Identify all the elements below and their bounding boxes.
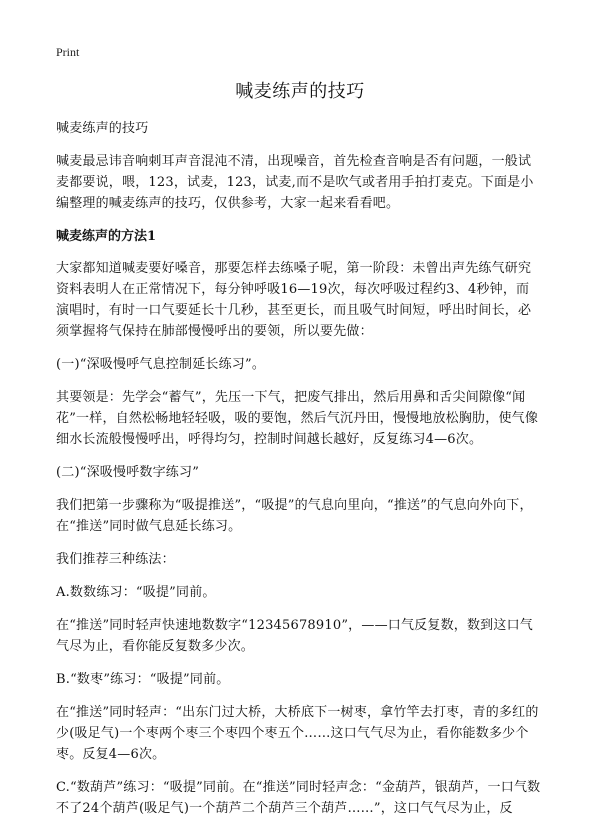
page-title: 喊麦练声的技巧	[235, 81, 365, 102]
method-a-body: 在“推送”同时轻声快速地数数字“12345678910”，——口气反复数，数到这口气气尽为止，看你能反复数多少次。	[56, 618, 533, 654]
article-subtitle: 喊麦练声的技巧	[56, 121, 149, 136]
methods-intro: 我们推荐三种练法：	[56, 552, 175, 567]
method-b-body: 在“推送”同时轻声：“出东门过大桥，大桥底下一树枣，拿竹竿去打枣，青的多红的少(吸足气)一个枣两个枣三个枣四个枣五个……这口气气尽为止，看你能数多少个枣。反复4—6次。	[56, 705, 539, 762]
method-a-title: A.数数练习：“吸提”同前。	[56, 585, 216, 600]
step1-title: (一)“深吸慢呼气息控制延长练习”。	[56, 357, 266, 372]
step1-body: 其要领是：先学会“蓄气”，先压一下气，把废气排出，然后用鼻和舌尖间隙像“闻花”一样，自然松畅地轻轻吸，吸的要饱，然后气沉丹田，慢慢地放松胸肋，使气像细水长流般慢慢呼出，呼得均匀，控制时间越长越好，反复练习4—6次。	[56, 390, 539, 447]
section-heading: 喊麦练声的方法1	[56, 229, 157, 244]
method-c-body: C.“数葫芦”练习：“吸提”同前。在“推送”同时轻声念：“金葫芦，银葫芦，一口气数不了24个葫芦(吸足气)一个葫芦二个葫芦三个葫芦……”，这口气气尽为止，反	[56, 780, 541, 816]
article-body	[56, 118, 542, 831]
step2-title: (二)“深吸慢呼数字练习”	[56, 465, 200, 480]
method-b-title: B.“数枣”练习：“吸提”同前。	[56, 672, 230, 687]
breath-paragraph: 大家都知道喊麦要好嗓音，那要怎样去练嗓子呢，第一阶段：未曾出声先练气研究资料表明人在正常情况下，每分钟呼吸16—19次，每次呼吸过程约3、4秒钟，而演唱时，有时一口气要延长十几秒，甚至更长，而且吸气时间短，呼出时间长，必须掌握将气保持在肺部慢慢呼出的要领，所以要先做：	[56, 261, 532, 339]
intro-paragraph: 喊麦最忌讳音响刺耳声音混沌不清，出现噪音，首先检查音响是否有问题，一般试麦都要说，喂，123，试麦，123，试麦,而不是吹气或者用手拍打麦克。下面是小编整理的喊麦练声的技巧，仅供参考，大家一起来看看吧。	[56, 154, 534, 211]
step2-body: 我们把第一步骤称为“吸提推送”，“吸提”的气息向里向，“推送”的气息向外向下，在“推送”同时做气息延长练习。	[56, 498, 533, 534]
print-link[interactable]: Print	[56, 45, 80, 59]
